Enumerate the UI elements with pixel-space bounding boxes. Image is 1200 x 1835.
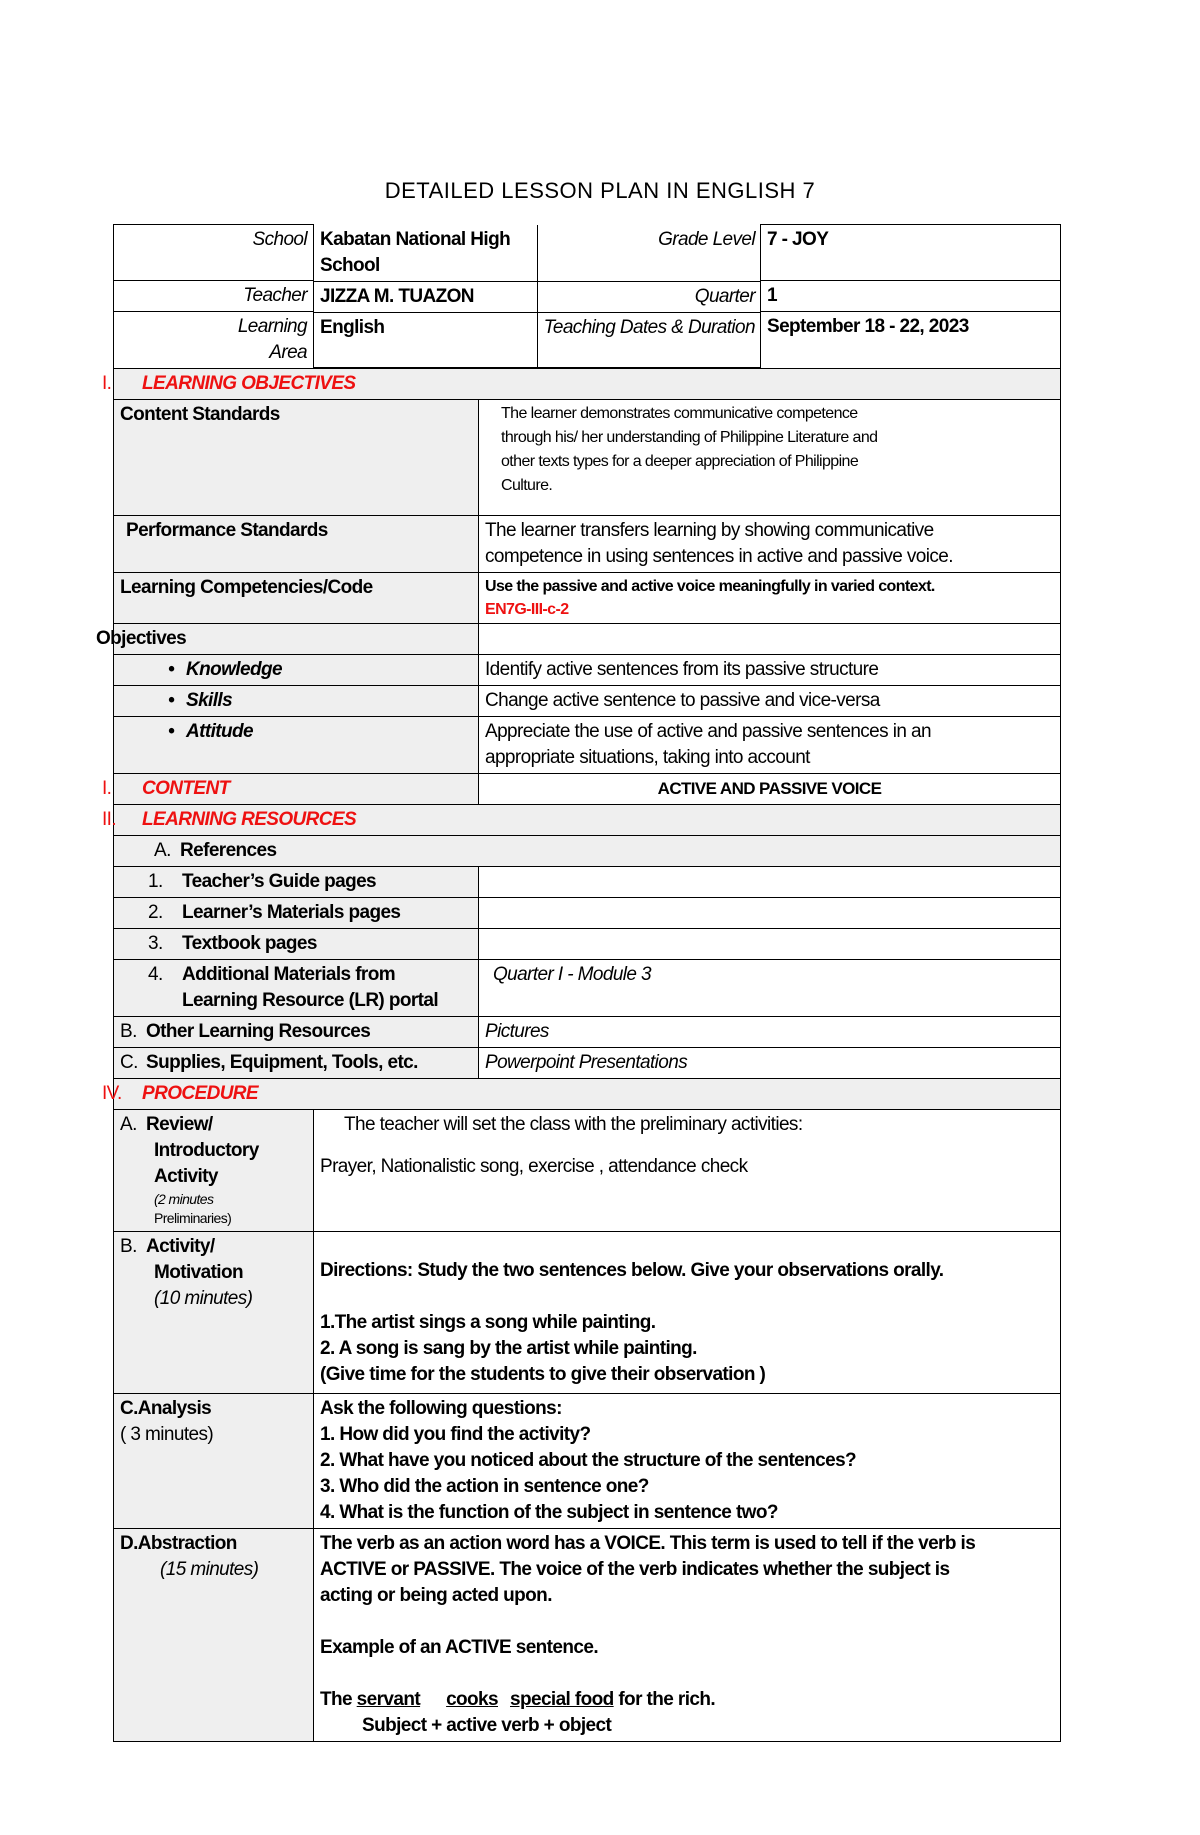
teacher-label: Teacher xyxy=(114,281,314,312)
analysis-content: Ask the following questions: 1. How did you find the activity? 2. What have you noticed about the structure of the sentences? 3. Who did the action in sentence one? 4. What is the function of the subject in sentence two? xyxy=(314,1393,1061,1528)
other-resources-value: Pictures xyxy=(479,1017,1061,1048)
bullet-icon: • xyxy=(168,690,175,711)
page-title: DETAILED LESSON PLAN IN ENGLISH 7 xyxy=(384,178,816,203)
abstraction-row xyxy=(114,1528,1061,1741)
example-verb: cooks xyxy=(446,1688,498,1710)
dates-label: Teaching Dates & Duration xyxy=(537,312,761,367)
objectives-label: Objectives xyxy=(96,628,187,649)
performance-standards-row xyxy=(114,516,1061,573)
supplies-row: C. Supplies, Equipment, Tools, etc. Powerpoint Presentations xyxy=(114,1048,1061,1079)
references-row: A. References xyxy=(114,836,1061,867)
skills-label: Skills xyxy=(186,690,233,711)
additional-materials-label: Additional Materials from xyxy=(182,964,396,985)
supplies-value: Powerpoint Presentations xyxy=(479,1048,1061,1079)
performance-standards-value: The learner transfers learning by showing communicative competence in using sentences in active and passive voice. xyxy=(479,516,1061,573)
attitude-row xyxy=(114,717,1061,774)
review-content: The teacher will set the class with the preliminary activities: Prayer, Nationalistic song, exercise , attendance check xyxy=(314,1109,1061,1231)
resource-item-value xyxy=(479,867,1061,898)
performance-standards-label: Performance Standards xyxy=(114,516,479,573)
content-standards-value: The learner demonstrates communicative competence through his/ her understanding of Philippine Literature and other texts types for a deeper appreciation of Philippine Culture. xyxy=(479,400,1061,516)
bullet-icon: • xyxy=(168,721,175,742)
competencies-row xyxy=(114,573,1061,624)
school-label: School xyxy=(114,225,314,281)
competency-code: EN7G-III-c-2 xyxy=(485,601,569,618)
lesson-plan-sheet xyxy=(96,224,1060,1742)
procedure-table xyxy=(113,1109,1061,1742)
section-numeral: I. xyxy=(102,778,112,799)
section-title: CONTENT xyxy=(142,778,230,799)
resource-item-value xyxy=(479,929,1061,960)
example-subject: servant xyxy=(356,1688,421,1710)
activity-content: Directions: Study the two sentences below. Give your observations orally. 1.The artist sings a song while painting. 2. A song is sang by the artist while painting. (Give time for the students to give their observation ) xyxy=(314,1231,1061,1393)
header-row-area xyxy=(114,312,1061,369)
knowledge-label: Knowledge xyxy=(186,659,282,680)
other-resources-row: B. Other Learning Resources Pictures xyxy=(114,1017,1061,1048)
additional-materials-value: Quarter I - Module 3 xyxy=(479,960,1061,1017)
review-row xyxy=(114,1109,1061,1231)
additional-materials-row: 4. Additional Materials from Learning Resource (LR) portal Quarter I - Module 3 xyxy=(114,960,1061,1017)
example-object: special food xyxy=(510,1688,614,1710)
resource-item-label: Learner’s Materials pages xyxy=(182,902,401,923)
competencies-label: Learning Competencies/Code xyxy=(114,573,479,624)
example-legend: Subject + active verb + object xyxy=(362,1714,612,1736)
dates-value: September 18 - 22, 2023 xyxy=(761,312,1061,369)
section-title: LEARNING OBJECTIVES xyxy=(142,373,356,394)
section-numeral: IV. xyxy=(102,1083,122,1104)
school-value: Kabatan National High School xyxy=(314,225,537,281)
skills-value: Change active sentence to passive and vice-versa xyxy=(479,686,1061,717)
section-procedure xyxy=(114,1079,1061,1110)
analysis-row xyxy=(114,1393,1061,1528)
section-numeral: II. xyxy=(102,809,117,830)
quarter-label: Quarter xyxy=(537,281,761,312)
supplies-label: Supplies, Equipment, Tools, etc. xyxy=(146,1052,418,1073)
lesson-plan-table xyxy=(96,224,1061,1110)
resource-item-label: Teacher’s Guide pages xyxy=(182,871,377,892)
resource-item-label: Textbook pages xyxy=(182,933,317,954)
header-row-teacher xyxy=(114,281,1061,312)
quarter-value: 1 xyxy=(761,281,1061,312)
section-content xyxy=(114,774,1061,805)
resource-item-row: 2. Learner’s Materials pages xyxy=(114,898,1061,929)
area-label: Learning Area xyxy=(114,312,314,369)
analysis-label: C.Analysis ( 3 minutes) xyxy=(114,1393,314,1528)
objectives-row xyxy=(114,624,1061,655)
grade-value: 7 - JOY xyxy=(761,225,1061,281)
bullet-icon: • xyxy=(168,659,175,680)
attitude-value: Appreciate the use of active and passive sentences in an appropriate situations, taking into account xyxy=(479,717,1061,774)
area-value: English xyxy=(314,312,537,367)
review-label: A. Review/ Introductory Activity (2 minutes Preliminaries) xyxy=(114,1109,314,1231)
abstraction-content: The verb as an action word has a VOICE. This term is used to tell if the verb is ACTIVE or PASSIVE. The voice of the verb indicates whether the subject is acting or being acted upon. Example of an ACTIVE sentence. The servant cooks special food for the rich. Subject + active verb + object xyxy=(314,1528,1061,1741)
resource-item-value xyxy=(479,898,1061,929)
references-label: References xyxy=(180,840,277,861)
activity-label: B. Activity/ Motivation (10 minutes) xyxy=(114,1231,314,1393)
section-title: PROCEDURE xyxy=(142,1083,259,1104)
content-value: ACTIVE AND PASSIVE VOICE xyxy=(479,774,1061,805)
activity-row xyxy=(114,1231,1061,1393)
other-resources-label: Other Learning Resources xyxy=(146,1021,371,1042)
knowledge-row xyxy=(114,655,1061,686)
example-sentence: The servant cooks special food for the rich. xyxy=(320,1688,716,1710)
grade-label: Grade Level xyxy=(537,225,761,281)
section-numeral: I. xyxy=(102,373,112,394)
skills-row xyxy=(114,686,1061,717)
competencies-value: Use the passive and active voice meaningfully in varied context. EN7G-III-c-2 xyxy=(479,573,1061,624)
content-standards-row xyxy=(114,400,1061,516)
section-learning-resources xyxy=(114,805,1061,836)
section-learning-objectives xyxy=(114,369,1061,400)
section-title: LEARNING RESOURCES xyxy=(142,809,357,830)
attitude-label: Attitude xyxy=(186,721,253,742)
abstraction-label: D.Abstraction (15 minutes) xyxy=(114,1528,314,1741)
resource-item-row: 3. Textbook pages xyxy=(114,929,1061,960)
header-row-school xyxy=(114,225,1061,281)
teacher-value: JIZZA M. TUAZON xyxy=(314,281,537,312)
resource-item-row: 1. Teacher’s Guide pages xyxy=(114,867,1061,898)
content-standards-label: Content Standards xyxy=(114,400,479,516)
knowledge-value: Identify active sentences from its passive structure xyxy=(479,655,1061,686)
